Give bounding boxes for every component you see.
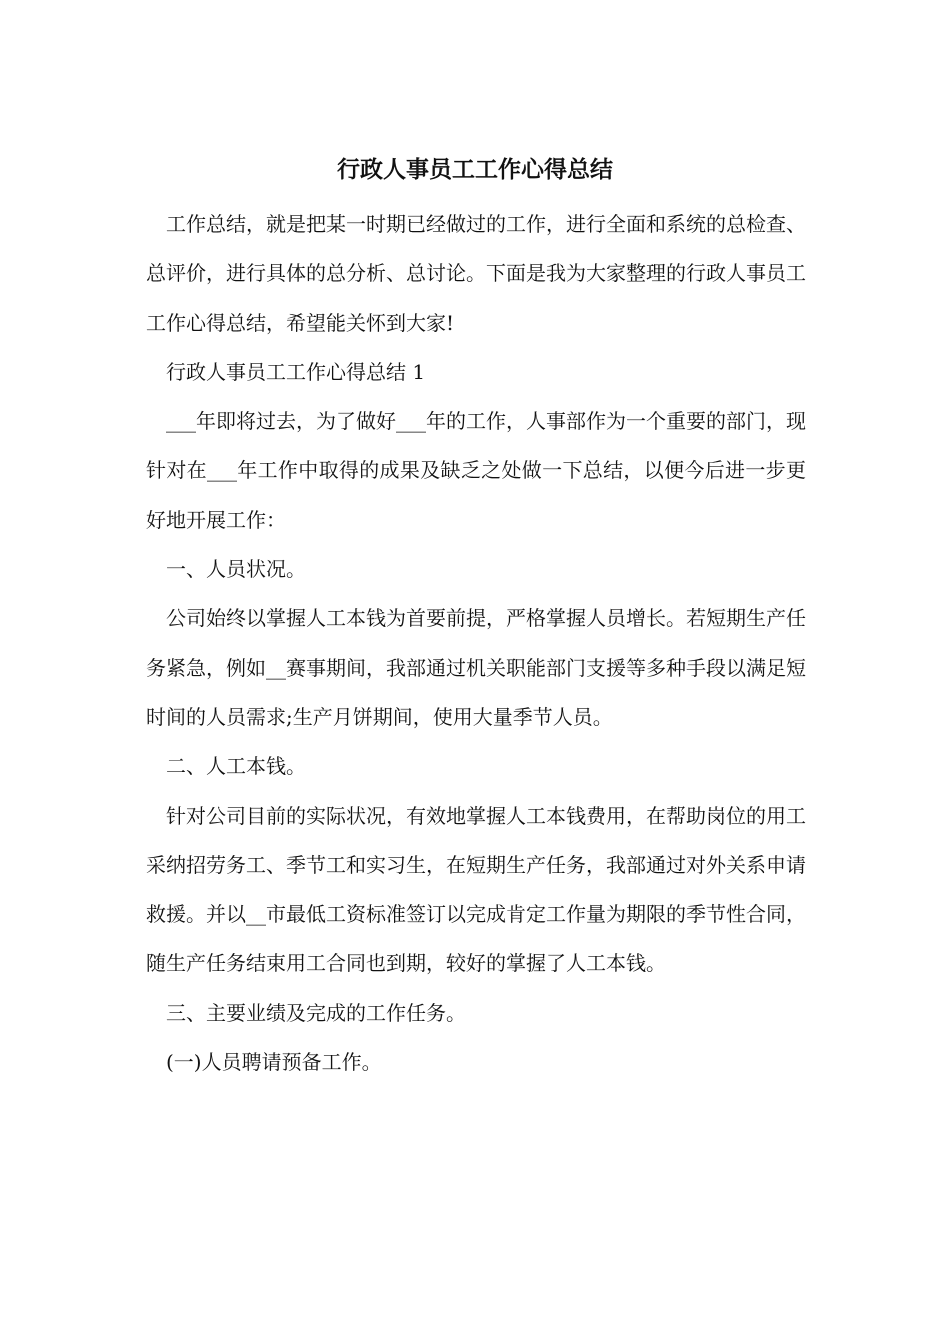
section-title-1: 行政人事员工工作心得总结 1 [166, 359, 426, 384]
heading-labor-cost: 二、人工本钱。 [166, 754, 306, 779]
document-body [146, 200, 806, 1087]
intro-paragraph: 工作总结，就是把某一时期已经做过的工作，进行全面和系统的总检查、总评价，进行具体的总分析、总讨论。下面是我为大家整理的行政人事员工工作心得总结，希望能关怀到大家! [146, 212, 806, 335]
heading-personnel-status: 一、人员状况。 [166, 557, 306, 582]
heading-main-achievements: 三、主要业绩及完成的工作任务。 [166, 1000, 466, 1025]
document-title: 行政人事员工工作心得总结 [337, 156, 613, 183]
labor-cost-paragraph: 针对公司目前的实际状况，有效地掌握人工本钱费用，在帮助岗位的用工采纳招劳务工、季节工和实习生，在短期生产任务，我部通过对外关系申请救援。并以__市最低工资标准签订以完成肯定工作量为期限的季节性合同，随生产任务结束用工合同也到期，较好的掌握了人工本钱。 [146, 803, 806, 976]
personnel-status-paragraph: 公司始终以掌握人工本钱为首要前提，严格掌握人员增长。若短期生产任务紧急，例如__赛事期间，我部通过机关职能部门支援等多种手段以满足短时间的人员需求;生产月饼期间，使用大量季节人员。 [146, 606, 806, 729]
subheading-recruitment-prep: (一)人员聘请预备工作。 [166, 1050, 382, 1075]
opening-paragraph: ___年即将过去，为了做好___年的工作，人事部作为一个重要的部门，现针对在___年工作中取得的成果及缺乏之处做一下总结，以便今后进一步更好地开展工作： [146, 409, 806, 532]
